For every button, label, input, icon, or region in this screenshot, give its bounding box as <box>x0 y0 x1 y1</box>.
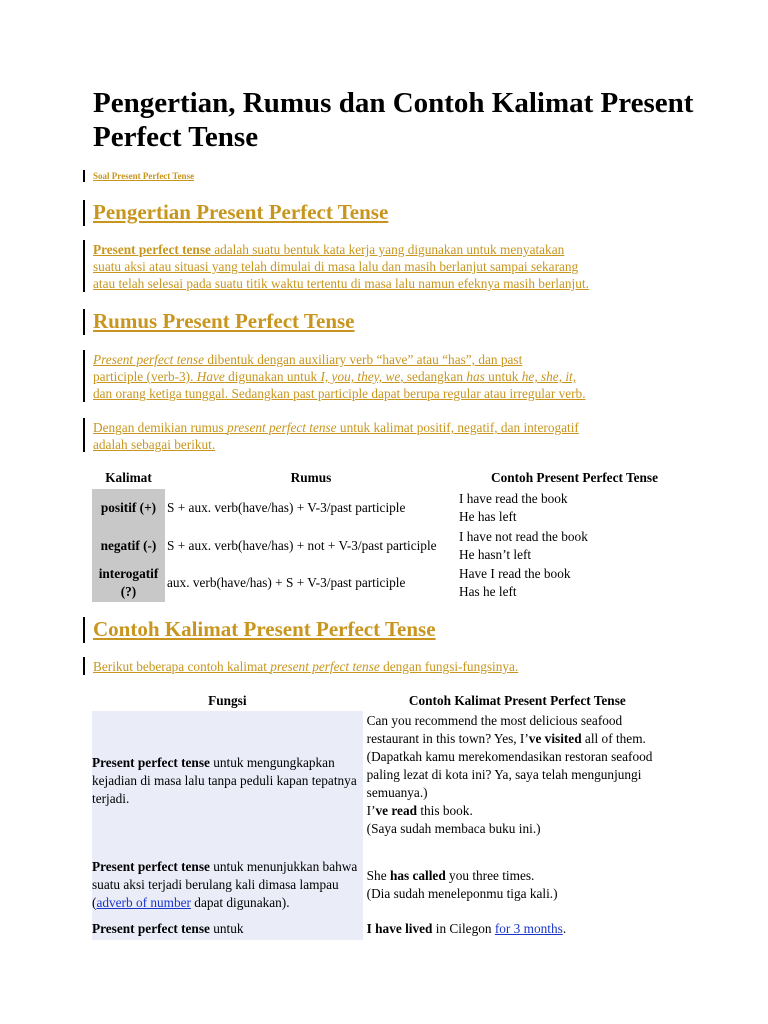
fungsi-cell: Present perfect tense untuk mengungkapkan kejadian di masa lalu tanpa peduli kapan tepatnya terjadi. <box>92 711 363 850</box>
header-contoh: Contoh Present Perfect Tense <box>490 470 659 485</box>
paragraph-rumus: Present perfect tense dibentuk dengan auxiliary verb “have” atau “has”, dan past participle (verb-3). Have digunakan untuk I, you, they, we, sedangkan has untuk he, she, it, dan orang ketiga tunggal. Sedangkan past participle dapat berupa regular atau irregular verb. <box>93 352 586 401</box>
table-row <box>92 920 672 940</box>
for-3-months-link[interactable]: for 3 months <box>494 921 563 936</box>
section-marker-pengertian <box>83 200 85 226</box>
kalimat-cell: negatif (-) <box>92 527 165 564</box>
header-fungsi: Fungsi <box>208 693 247 708</box>
table-row <box>92 564 692 602</box>
fungsi-table <box>92 691 672 940</box>
table-row <box>92 527 692 564</box>
header-rumus: Rumus <box>290 470 332 485</box>
rumus-table <box>92 467 692 602</box>
contoh-cell: Have I read the book Has he left <box>459 566 571 599</box>
fungsi-cell: Present perfect tense untuk <box>92 920 363 940</box>
soal-link-marker <box>83 170 85 182</box>
header-contoh-kalimat: Contoh Kalimat Present Perfect Tense <box>408 693 626 708</box>
para-marker-rumus <box>83 350 85 402</box>
rumus-cell: S + aux. verb(have/has) + not + V-3/past participle <box>167 537 437 553</box>
contoh-cell: I have lived in Cilegon for 3 months. <box>366 921 567 936</box>
table-header-row <box>92 467 692 489</box>
rumus-cell: aux. verb(have/has) + S + V-3/past participle <box>167 575 406 590</box>
section-marker-contoh <box>83 617 85 643</box>
heading-pengertian[interactable]: Pengertian Present Perfect Tense <box>93 200 389 224</box>
section-marker-rumus <box>83 309 85 335</box>
term-present-perfect: Present perfect tense <box>93 242 211 257</box>
contoh-cell: I have read the book He has left <box>459 491 568 524</box>
para-marker-rumus-2 <box>83 418 85 452</box>
adverb-of-number-link[interactable]: adverb of number <box>96 895 191 910</box>
rumus-cell: S + aux. verb(have/has) + V-3/past participle <box>167 500 406 515</box>
contoh-cell: Can you recommend the most delicious seafood restaurant in this town? Yes, I’ve visited all of them. (Dapatkah kamu merekomendasikan restoran seafood paling lezat di kota ini? Ya, saya telah mengunjungi semuanya.) I’ve read this book. (Saya sudah membaca buku ini.) <box>366 713 653 836</box>
table-row <box>92 711 672 850</box>
heading-contoh[interactable]: Contoh Kalimat Present Perfect Tense <box>93 617 436 641</box>
para-marker-contoh <box>83 657 85 675</box>
header-kalimat: Kalimat <box>105 470 152 485</box>
contoh-cell: She has called you three times. (Dia sudah meneleponmu tiga kali.) <box>366 868 558 901</box>
kalimat-cell: positif (+) <box>92 489 165 527</box>
paragraph-contoh: Berikut beberapa contoh kalimat present perfect tense dengan fungsi-fungsinya. <box>93 659 519 674</box>
table-row <box>92 850 672 920</box>
page-title: Pengertian, Rumus dan Contoh Kalimat Present Perfect Tense <box>93 87 694 153</box>
soal-present-perfect-link[interactable]: Soal Present Perfect Tense <box>93 171 195 181</box>
paragraph-rumus-2: Dengan demikian rumus present perfect tense untuk kalimat positif, negatif, dan interogatif adalah sebagai berikut. <box>93 420 579 452</box>
contoh-cell: I have not read the book He hasn’t left <box>459 528 588 562</box>
fungsi-cell: Present perfect tense untuk menunjukkan bahwa suatu aksi terjadi berulang kali dimasa lampau (adverb of number dapat digunakan). <box>92 850 363 920</box>
heading-rumus[interactable]: Rumus Present Perfect Tense <box>93 309 355 333</box>
table-header-row <box>92 691 672 711</box>
para-marker-pengertian <box>83 240 85 292</box>
kalimat-cell: interogatif (?) <box>92 564 165 602</box>
paragraph-pengertian: Present perfect tense adalah suatu bentuk kata kerja yang digunakan untuk menyatakan suatu aksi atau situasi yang telah dimulai di masa lalu dan masih berlanjut sampai sekarang atau telah selesai pada suatu titik waktu tertentu di masa lalu namun efeknya masih berlanjut. <box>93 242 589 291</box>
table-row <box>92 489 692 527</box>
